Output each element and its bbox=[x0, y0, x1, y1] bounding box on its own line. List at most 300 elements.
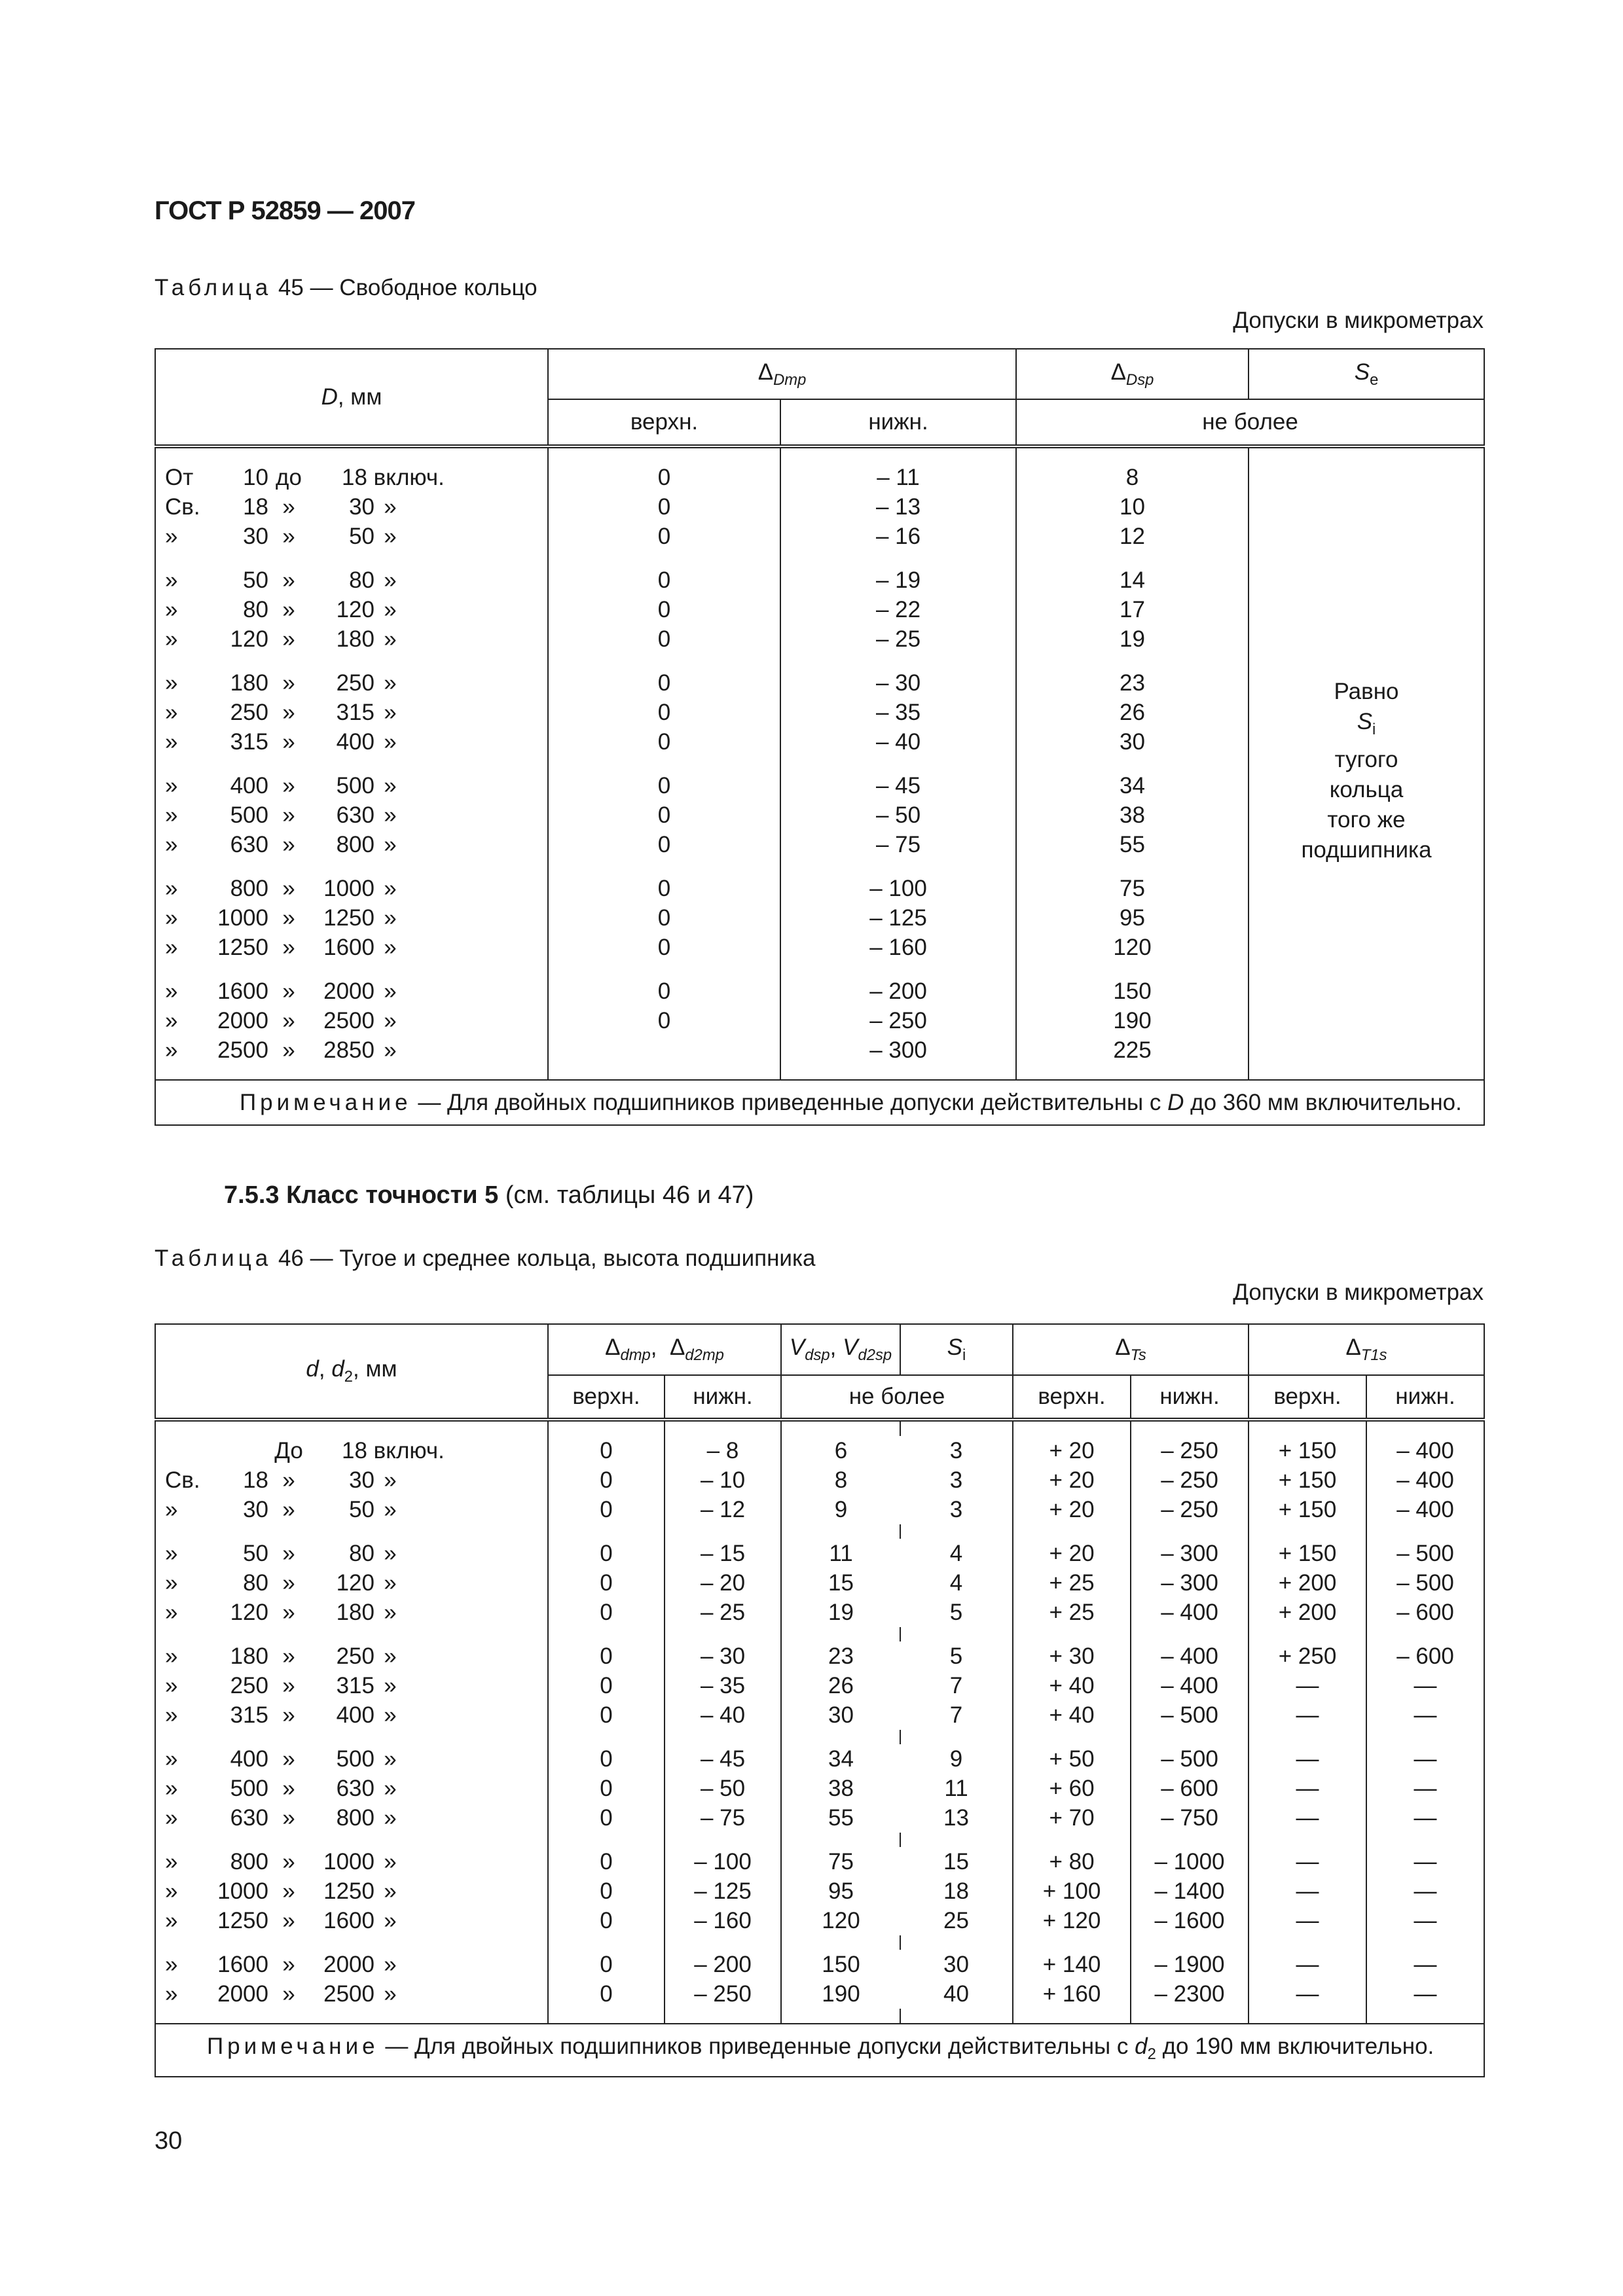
gap-cell bbox=[1366, 2009, 1484, 2024]
cell-dmp-upper: 0 bbox=[548, 1495, 665, 1524]
gap-cell bbox=[548, 1935, 665, 1950]
cell-si: 3 bbox=[900, 1436, 1013, 1465]
range-part: » bbox=[384, 832, 397, 857]
page-number: 30 bbox=[155, 2127, 183, 2155]
range-part: до bbox=[276, 465, 302, 490]
range-cell bbox=[155, 595, 548, 624]
cell-ts-upper: + 80 bbox=[1013, 1847, 1131, 1876]
range-part: » bbox=[384, 773, 397, 798]
cell-lower: – 45 bbox=[780, 771, 1016, 800]
gap-cell bbox=[900, 1524, 1013, 1539]
range-part: » bbox=[282, 1643, 295, 1669]
cell-dmp-lower: – 160 bbox=[665, 1906, 781, 1935]
cell-dmp-upper: 0 bbox=[548, 1906, 665, 1935]
range-part: » bbox=[384, 729, 397, 755]
gap-cell bbox=[1366, 1833, 1484, 1847]
table46-head-delta-t1s: $\Delta_{T1s}$ bbox=[1249, 1324, 1484, 1375]
table-row bbox=[155, 1979, 1484, 2009]
range-part: » bbox=[165, 802, 178, 828]
cell-dsp: 120 bbox=[1016, 933, 1249, 962]
cell-dsp: 95 bbox=[1016, 903, 1249, 933]
table46-units: Допуски в микрометрах bbox=[1233, 1280, 1484, 1305]
cell-dmp-upper: 0 bbox=[548, 1876, 665, 1906]
gap-cell bbox=[548, 551, 780, 565]
range-part: 30 bbox=[349, 1467, 374, 1493]
gap-cell bbox=[1249, 1730, 1366, 1744]
cell-dmp-upper: 0 bbox=[548, 1539, 665, 1568]
range-grid bbox=[156, 1803, 547, 1833]
range-part: » bbox=[384, 1849, 397, 1874]
cell-ts-lower: – 2300 bbox=[1131, 1979, 1249, 2009]
range-part: 120 bbox=[336, 597, 374, 622]
range-cell bbox=[155, 727, 548, 757]
range-part: 250 bbox=[336, 670, 374, 696]
range-part: » bbox=[282, 876, 295, 901]
table-row bbox=[155, 1906, 1484, 1935]
table46-head-lower: нижн. bbox=[665, 1375, 781, 1420]
range-part: » bbox=[165, 876, 178, 901]
cell-t1s-upper: — bbox=[1249, 1876, 1366, 1906]
range-part: » bbox=[165, 567, 178, 593]
range-grid bbox=[156, 1035, 547, 1065]
cell-t1s-lower: — bbox=[1413, 1702, 1437, 1728]
cell-ts-upper: + 100 bbox=[1013, 1876, 1131, 1906]
range-grid bbox=[156, 1641, 547, 1671]
cell-ts-upper: + 60 bbox=[1013, 1774, 1131, 1803]
cell-si: 13 bbox=[900, 1803, 1013, 1833]
cell-t1s-lower: – 600 bbox=[1396, 1643, 1454, 1669]
range-cell bbox=[155, 1568, 548, 1598]
range-part: 50 bbox=[349, 1497, 374, 1522]
gap-cell bbox=[155, 962, 548, 977]
range-part: 2500 bbox=[217, 1037, 268, 1063]
range-part: 180 bbox=[230, 670, 268, 696]
cell-dmp-upper: 0 bbox=[548, 1744, 665, 1774]
range-part: 2500 bbox=[323, 1008, 374, 1033]
cell-dmp-lower: – 250 bbox=[665, 1979, 781, 2009]
cell-ts-upper: + 25 bbox=[1013, 1598, 1131, 1627]
cell-upper: 0 bbox=[548, 977, 780, 1006]
table45-note bbox=[155, 1080, 1484, 1125]
range-part: 30 bbox=[243, 524, 268, 549]
cell-vdsp: 8 bbox=[834, 1467, 848, 1493]
cell-vdsp: 19 bbox=[828, 1600, 854, 1625]
range-grid bbox=[156, 522, 547, 551]
range-cell bbox=[155, 1539, 548, 1568]
cell-dmp-upper: 0 bbox=[548, 1671, 665, 1700]
range-part: » bbox=[282, 773, 295, 798]
range-cell bbox=[155, 1847, 548, 1876]
cell-t1s-upper: — bbox=[1249, 1774, 1366, 1803]
range-grid bbox=[156, 1568, 547, 1598]
range-grid bbox=[156, 933, 547, 962]
range-part: » bbox=[384, 700, 397, 725]
range-part: » bbox=[282, 1908, 295, 1933]
cell-upper: 0 bbox=[548, 800, 780, 830]
gap-cell bbox=[900, 1935, 1013, 1950]
range-part: » bbox=[384, 1008, 397, 1033]
se-line: Равно bbox=[1334, 679, 1399, 704]
table46-head-ts-lower: нижн. bbox=[1131, 1375, 1249, 1420]
cell-dsp: 23 bbox=[1016, 668, 1249, 698]
range-part: 1000 bbox=[217, 1878, 268, 1904]
cell-dsp: 26 bbox=[1016, 698, 1249, 727]
gap-cell bbox=[900, 2009, 1013, 2024]
range-part: » bbox=[165, 524, 178, 549]
range-part: » bbox=[282, 1570, 295, 1596]
range-part: 1250 bbox=[217, 935, 268, 960]
cell-dmp-lower: – 15 bbox=[665, 1539, 781, 1568]
range-part: » bbox=[282, 1952, 295, 1977]
cell-vdsp: 6 bbox=[834, 1438, 848, 1463]
range-part: » bbox=[165, 1497, 178, 1522]
cell-ts-lower: – 250 bbox=[1131, 1465, 1249, 1495]
cell-vdsp: 150 bbox=[822, 1952, 860, 1977]
gap-cell bbox=[155, 1065, 548, 1080]
range-part: 400 bbox=[336, 729, 374, 755]
range-cell bbox=[155, 463, 548, 492]
cell-t1s-upper: — bbox=[1249, 1671, 1366, 1700]
gap-cell bbox=[1013, 2009, 1131, 2024]
gap-cell bbox=[155, 551, 548, 565]
gap-cell bbox=[1016, 551, 1249, 565]
range-part: » bbox=[165, 1541, 178, 1566]
table45-note-text: — Для двойных подшипников приведенные допуски действительны с D до 360 мм включительно. bbox=[411, 1090, 1462, 1115]
cell-si: 11 bbox=[900, 1774, 1013, 1803]
range-grid bbox=[156, 668, 547, 698]
cell-dsp: 34 bbox=[1016, 771, 1249, 800]
range-cell bbox=[155, 565, 548, 595]
note-var: D bbox=[1167, 1090, 1184, 1115]
table-row bbox=[155, 1876, 1484, 1906]
table45 bbox=[155, 348, 1485, 1126]
range-part: » bbox=[165, 1008, 178, 1033]
range-part: 250 bbox=[230, 700, 268, 725]
table46-body bbox=[155, 1420, 1484, 2024]
range-part: » bbox=[282, 626, 295, 652]
cell-t1s-lower: — bbox=[1413, 1952, 1437, 1977]
gap-cell bbox=[155, 1524, 548, 1539]
range-part: » bbox=[282, 1776, 295, 1801]
gap-cell bbox=[781, 1935, 900, 1950]
range-part: » bbox=[384, 1497, 397, 1522]
cell-lower: – 30 bbox=[780, 668, 1016, 698]
gap-cell bbox=[900, 1420, 1013, 1436]
gap-cell bbox=[1013, 1730, 1131, 1744]
range-part: » bbox=[282, 1497, 295, 1522]
standard-title: ГОСТ Р 52859 — 2007 bbox=[155, 196, 415, 225]
range-part: 1000 bbox=[217, 905, 268, 931]
range-part: » bbox=[165, 935, 178, 960]
table46-head-delta-dmp: $\Delta_{dmp}$, $\Delta_{d2mp}$ bbox=[548, 1324, 781, 1375]
range-part: » bbox=[165, 1908, 178, 1933]
range-cell bbox=[155, 492, 548, 522]
range-part: » bbox=[165, 597, 178, 622]
gap-cell bbox=[155, 654, 548, 668]
range-part: » bbox=[282, 1037, 295, 1063]
gap-cell bbox=[1366, 1420, 1484, 1436]
range-grid bbox=[156, 463, 547, 492]
range-part: 1000 bbox=[323, 1849, 374, 1874]
range-part: 18 bbox=[243, 494, 268, 520]
range-grid bbox=[156, 1700, 547, 1730]
range-part: » bbox=[165, 978, 178, 1004]
range-part: » bbox=[384, 1878, 397, 1904]
gap-cell bbox=[548, 1627, 665, 1641]
gap-cell bbox=[548, 654, 780, 668]
cell-lower: – 125 bbox=[780, 903, 1016, 933]
range-part: 1250 bbox=[323, 905, 374, 931]
cell-t1s-upper: — bbox=[1249, 1950, 1366, 1979]
range-part: » bbox=[384, 802, 397, 828]
gap-cell bbox=[1016, 757, 1249, 771]
range-part: 500 bbox=[230, 802, 268, 828]
gap-cell bbox=[780, 962, 1016, 977]
range-part: 1250 bbox=[323, 1878, 374, 1904]
range-part: 1000 bbox=[323, 876, 374, 901]
gap-cell bbox=[665, 1935, 781, 1950]
range-part: » bbox=[282, 1878, 295, 1904]
cell-t1s-upper: + 150 bbox=[1249, 1465, 1366, 1495]
table46-head-vdsp: $V_{dsp}$, $V_{d2sp}$ bbox=[781, 1324, 900, 1375]
range-cell bbox=[155, 771, 548, 800]
range-part: » bbox=[384, 1600, 397, 1625]
cell-t1s-lower: — bbox=[1413, 1746, 1437, 1772]
table45-caption-word: Таблица bbox=[155, 275, 272, 300]
range-part: » bbox=[282, 802, 295, 828]
cell-t1s-upper: — bbox=[1249, 1744, 1366, 1774]
range-part: » bbox=[384, 1673, 397, 1698]
cell-lower: – 19 bbox=[780, 565, 1016, 595]
range-part: 315 bbox=[336, 700, 374, 725]
range-part: 180 bbox=[336, 1600, 374, 1625]
range-part: » bbox=[384, 567, 397, 593]
range-part: » bbox=[165, 729, 178, 755]
gap-cell bbox=[781, 1524, 900, 1539]
range-grid bbox=[156, 565, 547, 595]
range-part: Св. bbox=[165, 494, 200, 520]
gap-cell bbox=[781, 1627, 900, 1641]
range-grid bbox=[156, 1774, 547, 1803]
cell-lower: – 35 bbox=[780, 698, 1016, 727]
range-part: 80 bbox=[349, 567, 374, 593]
range-cell bbox=[155, 1744, 548, 1774]
range-part: » bbox=[165, 1981, 178, 2007]
gap-cell bbox=[548, 962, 780, 977]
range-cell bbox=[155, 1950, 548, 1979]
range-part: 180 bbox=[336, 626, 374, 652]
cell-vdsp: 38 bbox=[828, 1776, 854, 1801]
table46-caption-text: 46 — Тугое и среднее кольца, высота подшипника bbox=[278, 1246, 816, 1271]
range-part: » bbox=[384, 1952, 397, 1977]
cell-dsp: 150 bbox=[1016, 977, 1249, 1006]
cell-t1s-lower: – 400 bbox=[1396, 1497, 1454, 1522]
cell-t1s-lower: – 500 bbox=[1396, 1570, 1454, 1596]
cell-dmp-upper: 0 bbox=[548, 1950, 665, 1979]
range-grid bbox=[156, 624, 547, 654]
gap-cell bbox=[1249, 1833, 1366, 1847]
cell-vdsp: 120 bbox=[822, 1908, 860, 1933]
range-part: » bbox=[165, 905, 178, 931]
section-heading bbox=[224, 1181, 754, 1210]
range-cell bbox=[155, 1979, 548, 2009]
cell-t1s-lower: – 400 bbox=[1396, 1438, 1454, 1463]
cell-ts-lower: – 500 bbox=[1131, 1744, 1249, 1774]
cell-vdsp: 34 bbox=[828, 1746, 854, 1772]
cell-ts-lower: – 400 bbox=[1131, 1598, 1249, 1627]
range-part: » bbox=[165, 1570, 178, 1596]
gap-cell bbox=[780, 859, 1016, 874]
gap-cell bbox=[665, 2009, 781, 2024]
range-part: 400 bbox=[230, 1746, 268, 1772]
range-part: » bbox=[282, 1673, 295, 1698]
section-number: 7.5.3 Класс точности 5 bbox=[224, 1181, 499, 1209]
range-grid bbox=[156, 874, 547, 903]
table-row bbox=[155, 1568, 1484, 1598]
range-part: 800 bbox=[230, 876, 268, 901]
range-grid bbox=[156, 771, 547, 800]
cell-si: 4 bbox=[900, 1539, 1013, 1568]
cell-lower: – 11 bbox=[780, 463, 1016, 492]
table46-caption-word: Таблица bbox=[155, 1246, 272, 1271]
gap-cell bbox=[1013, 1627, 1131, 1641]
cell-lower: – 16 bbox=[780, 522, 1016, 551]
range-part: 80 bbox=[349, 1541, 374, 1566]
range-part: » bbox=[384, 597, 397, 622]
se-s: S bbox=[1357, 709, 1373, 734]
table45-head-delta-dsp: $\Delta_{Dsp}$ bbox=[1016, 349, 1249, 399]
cell-vdsp: 23 bbox=[828, 1643, 854, 1669]
range-part: 120 bbox=[230, 626, 268, 652]
cell-dsp: 14 bbox=[1016, 565, 1249, 595]
gap-cell bbox=[548, 1420, 665, 1436]
range-part: 500 bbox=[336, 773, 374, 798]
gap-cell bbox=[1249, 1627, 1366, 1641]
gap-cell bbox=[781, 2009, 900, 2024]
range-part: » bbox=[165, 1643, 178, 1669]
range-grid bbox=[156, 1671, 547, 1700]
cell-si: 18 bbox=[900, 1876, 1013, 1906]
cell-ts-upper: + 160 bbox=[1013, 1979, 1131, 2009]
se-line: того же bbox=[1327, 807, 1406, 833]
cell-upper: 0 bbox=[548, 1006, 780, 1035]
cell-dsp: 10 bbox=[1016, 492, 1249, 522]
table46-head-upper: верхн. bbox=[548, 1375, 665, 1420]
table-row bbox=[155, 1774, 1484, 1803]
range-cell bbox=[155, 1495, 548, 1524]
cell-upper: 0 bbox=[548, 624, 780, 654]
cell-dsp: 17 bbox=[1016, 595, 1249, 624]
range-part: 18 bbox=[243, 1467, 268, 1493]
cell-ts-upper: + 40 bbox=[1013, 1700, 1131, 1730]
range-part: » bbox=[282, 567, 295, 593]
cell-lower: – 50 bbox=[780, 800, 1016, 830]
cell-t1s-upper: — bbox=[1249, 1803, 1366, 1833]
gap-cell bbox=[665, 1627, 781, 1641]
table-row bbox=[155, 463, 1484, 492]
gap-cell bbox=[548, 1524, 665, 1539]
range-grid bbox=[156, 903, 547, 933]
cell-t1s-lower: – 600 bbox=[1396, 1600, 1454, 1625]
cell-t1s-upper: — bbox=[1249, 1979, 1366, 2009]
cell-ts-lower: – 1600 bbox=[1131, 1906, 1249, 1935]
range-part: » bbox=[384, 1805, 397, 1831]
range-part: » bbox=[282, 1981, 295, 2007]
cell-ts-upper: + 20 bbox=[1013, 1465, 1131, 1495]
table-row bbox=[155, 1436, 1484, 1465]
gap-cell bbox=[1131, 2009, 1249, 2024]
gap-cell bbox=[1016, 859, 1249, 874]
cell-ts-lower: – 600 bbox=[1131, 1774, 1249, 1803]
range-part: » bbox=[282, 524, 295, 549]
gap-cell bbox=[1016, 446, 1249, 463]
table45-head-delta-dmp: $\Delta_{Dmp}$ bbox=[548, 349, 1016, 399]
cell-ts-upper: + 50 bbox=[1013, 1744, 1131, 1774]
range-part: » bbox=[384, 1702, 397, 1728]
range-part: 1600 bbox=[323, 1908, 374, 1933]
table46-head-delta-ts: $\Delta_{Ts}$ bbox=[1013, 1324, 1249, 1375]
gap-cell bbox=[900, 1730, 1013, 1744]
cell-si: 25 bbox=[900, 1906, 1013, 1935]
cell-ts-upper: + 30 bbox=[1013, 1641, 1131, 1671]
range-part: 10 bbox=[243, 465, 268, 490]
gap-cell bbox=[1249, 1524, 1366, 1539]
range-part: 80 bbox=[243, 597, 268, 622]
cell-vdsp: 75 bbox=[828, 1849, 854, 1874]
table45-caption bbox=[155, 275, 538, 301]
cell-t1s-upper: + 200 bbox=[1249, 1568, 1366, 1598]
cell-ts-lower: – 400 bbox=[1131, 1641, 1249, 1671]
gap-cell bbox=[1131, 1524, 1249, 1539]
range-part: » bbox=[384, 670, 397, 696]
cell-dmp-lower: – 200 bbox=[665, 1950, 781, 1979]
cell-t1s-lower: — bbox=[1413, 1776, 1437, 1801]
table-row bbox=[155, 1465, 1484, 1495]
range-part: 250 bbox=[336, 1643, 374, 1669]
cell-lower: – 25 bbox=[780, 624, 1016, 654]
cell-dmp-lower: – 125 bbox=[665, 1876, 781, 1906]
table-row bbox=[155, 1671, 1484, 1700]
cell-ts-lower: – 750 bbox=[1131, 1803, 1249, 1833]
table46-note-word: Примечание bbox=[207, 2034, 379, 2059]
range-cell bbox=[155, 1700, 548, 1730]
table46-head-t1s-lower: нижн. bbox=[1366, 1375, 1484, 1420]
cell-t1s-upper: + 200 bbox=[1249, 1598, 1366, 1627]
cell-si: 5 bbox=[900, 1641, 1013, 1671]
cell-ts-upper: + 140 bbox=[1013, 1950, 1131, 1979]
cell-vdsp: 26 bbox=[828, 1673, 854, 1698]
range-part: » bbox=[384, 1570, 397, 1596]
se-text bbox=[1249, 677, 1484, 865]
range-part: » bbox=[282, 1467, 295, 1493]
table46-head-max: не более bbox=[781, 1375, 1013, 1420]
cell-dmp-upper: 0 bbox=[548, 1568, 665, 1598]
range-cell bbox=[155, 1465, 548, 1495]
gap-cell bbox=[1131, 1627, 1249, 1641]
range-grid bbox=[156, 595, 547, 624]
gap-cell bbox=[665, 1524, 781, 1539]
cell-upper: 0 bbox=[548, 565, 780, 595]
table-row bbox=[155, 1495, 1484, 1524]
gap-cell bbox=[155, 1730, 548, 1744]
cell-t1s-lower: — bbox=[1413, 1849, 1437, 1874]
gap-cell bbox=[665, 1730, 781, 1744]
range-part: » bbox=[384, 978, 397, 1004]
cell-t1s-upper: + 250 bbox=[1249, 1641, 1366, 1671]
range-part: 30 bbox=[243, 1497, 268, 1522]
range-part: 630 bbox=[336, 1776, 374, 1801]
cell-dmp-upper: 0 bbox=[548, 1436, 665, 1465]
